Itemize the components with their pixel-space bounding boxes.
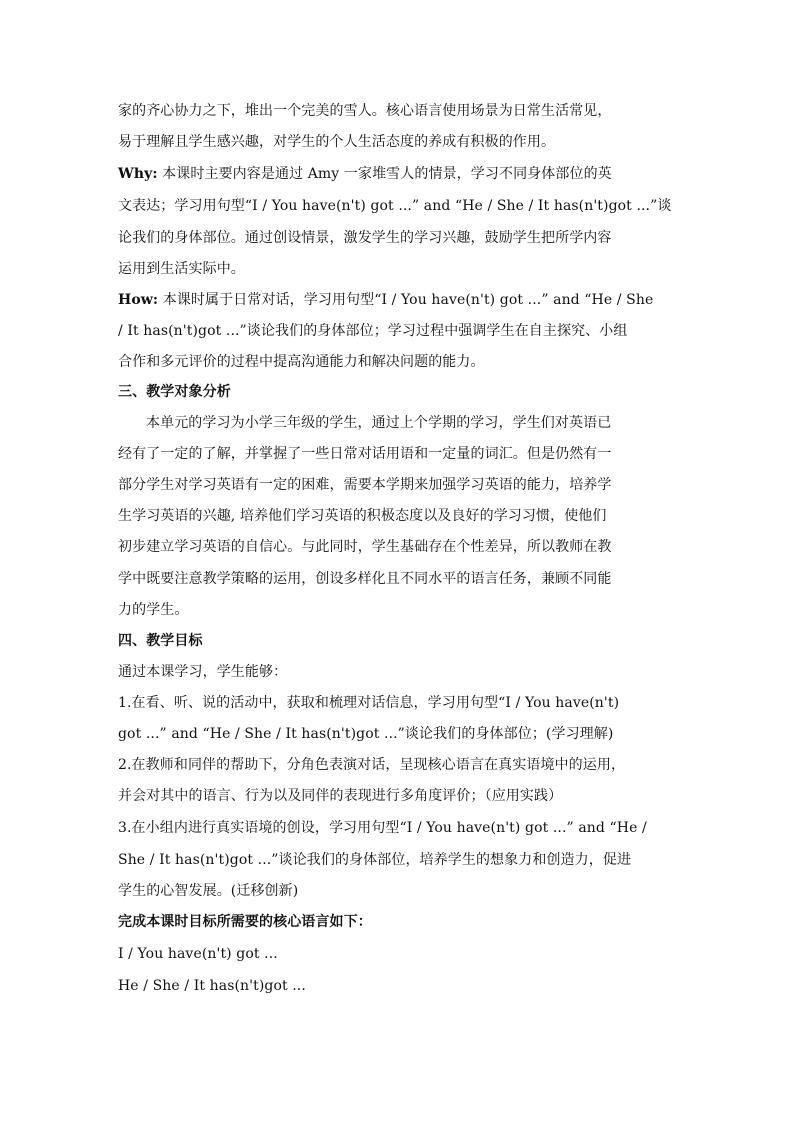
why-line-4: 运用到生活实际中。 (118, 261, 245, 277)
how-line-3: 合作和多元评价的过程中提高沟通能力和解决问题的能力。 (118, 354, 485, 370)
why-line-3: 论我们的身体部位。通过创设情景，激发学生的学习兴趣，鼓励学生把所学内容 (118, 230, 612, 246)
goal-3-line-1: 3.在小组内进行真实语境的创设，学习用句型“I / You have(n't) got ...” and “He / (118, 820, 647, 836)
goal-3-line-2: She / It has(n't)got ...”谈论我们的身体部位，培养学生的想象力和创造力，促进 (118, 852, 632, 868)
goal-2-line-2: 并会对其中的语言、行为以及同伴的表现进行多角度评价；（应用实践） (118, 788, 563, 804)
core-language-line-1: I / You have(n't) got ... (118, 946, 278, 962)
section-3-line-3: 部分学生对学习英语有一定的困难，需要本学期来加强学习英语的能力，培养学 (118, 477, 612, 493)
intro-line-2: 易于理解且学生感兴趣，对学生的个人生活态度的养成有积极的作用。 (118, 134, 556, 150)
why-line-2: 文表达；学习用句型“I / You have(n't) got ...” and “He / She / It has(n't)got ...”谈 (118, 198, 672, 214)
how-paragraph-line-1 (118, 290, 678, 310)
section-4-intro: 通过本课学习，学生能够： (118, 664, 288, 680)
intro-line-1: 家的齐心协力之下，堆出一个完美的雪人。核心语言使用场景为日常生活常见， (118, 103, 612, 119)
how-line-2: / It has(n't)got ...”谈论我们的身体部位；学习过程中强调学生在自主探究、小组 (118, 323, 628, 339)
section-4-heading: 四、教学目标 (118, 633, 203, 649)
goal-1-line-2: got ...” and “He / She / It has(n't)got ...”谈论我们的身体部位；(学习理解) (118, 726, 614, 742)
section-3-line-5: 初步建立学习英语的自信心。与此同时，学生基础存在个性差异，所以教师在教 (118, 539, 612, 555)
section-3-line-6: 学中既要注意教学策略的运用，创设多样化且不同水平的语言任务，兼顾不同能 (118, 571, 612, 587)
goal-2-line-1: 2.在教师和同伴的帮助下，分角色表演对话，呈现核心语言在真实语境中的运用， (118, 757, 626, 773)
section-3-line-2: 经有了一定的了解，并掌握了一些日常对话用语和一定量的词汇。但是仍然有一 (118, 446, 612, 462)
why-paragraph-line-1 (118, 164, 678, 184)
why-text-1: 本课时主要内容是通过 Amy 一家堆雪人的情景，学习不同身体部位的英 (162, 166, 612, 182)
how-text-1: 本课时属于日常对话，学习用句型“I / You have(n't) got ...” and “He / She (162, 292, 654, 308)
goal-1-line-1: 1.在看、听、说的活动中，获取和梳理对话信息，学习用句型“I / You have(n't) (118, 695, 620, 711)
how-label: How: (118, 292, 159, 308)
section-3-line-1: 本单元的学习为小学三年级的学生，通过上个学期的学习，学生们对英语已 (146, 415, 612, 431)
why-label: Why: (118, 166, 158, 182)
core-language-line-2: He / She / It has(n't)got ... (118, 978, 306, 994)
section-3-line-7: 力的学生。 (118, 602, 189, 618)
section-3-heading: 三、教学对象分析 (118, 384, 231, 400)
goal-3-line-3: 学生的心智发展。(迁移创新) (118, 883, 299, 899)
section-3-line-4: 生学习英语的兴趣, 培养他们学习英语的积极态度以及良好的学习习惯，使他们 (118, 508, 607, 524)
core-language-heading: 完成本课时目标所需要的核心语言如下： (118, 914, 372, 930)
